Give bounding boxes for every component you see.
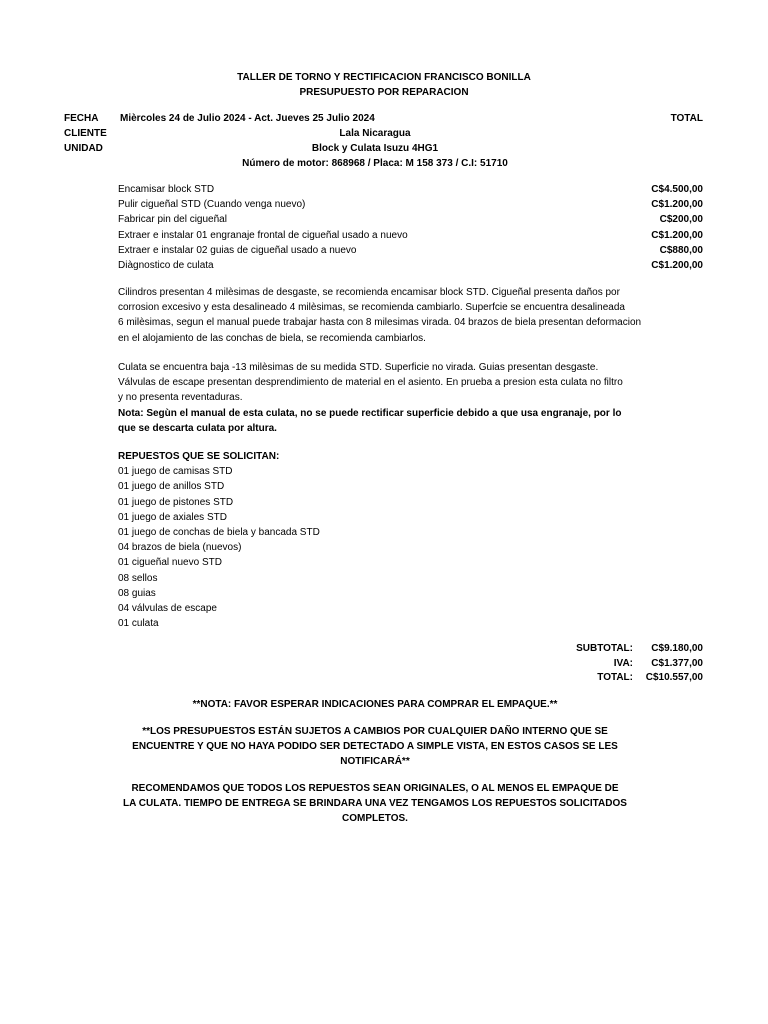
list-item: 01 cigueñal nuevo STD (118, 557, 222, 569)
parts-heading: REPUESTOS QUE SE SOLICITAN: (118, 451, 280, 462)
document-header (0, 70, 768, 100)
list-item: 01 juego de conchas de biela y bancada STD (118, 527, 320, 539)
unidad-value: Block y Culata Isuzu 4HG1 (311, 143, 439, 154)
culata-diagnosis-paragraph (118, 360, 653, 436)
paragraph-line: y no presenta reventaduras. (118, 392, 243, 404)
paragraph-line: Culata se encuentra baja -13 milèsimas de su medida STD. Superficie no virada. Guias presentan desgaste. (118, 362, 599, 373)
note-line: ENCUENTRE Y QUE NO HAYA PODIDO SER DETECTADO A SIMPLE VISTA, EN ESTOS CASOS SE LES (132, 741, 618, 753)
subtotal-value: C$9.180,00 (651, 643, 703, 654)
total-value: C$10.557,00 (645, 672, 703, 684)
disclaimer-note (110, 724, 640, 770)
list-item: 01 juego de axiales STD (118, 511, 227, 523)
note-line: **NOTA: FAVOR ESPERAR INDICACIONES PARA COMPRAR EL EMPAQUE.** (192, 699, 558, 710)
total-row (563, 670, 703, 685)
fecha-label: FECHA (64, 113, 99, 124)
line-item-description: Extraer e instalar 01 engranaje frontal de cigueñal usado a nuevo (118, 229, 408, 241)
list-item: 08 sellos (118, 572, 158, 584)
line-item-description: Extraer e instalar 02 guias de cigueñal usado a nuevo (118, 244, 357, 256)
paragraph-line: Cilindros presentan 4 milèsimas de desgaste, se recomienda encamisar block STD. Cigueñal presenta daños por (118, 287, 620, 298)
cliente-value: Lala Nicaragua (339, 128, 411, 139)
unidad-label: UNIDAD (64, 143, 103, 154)
document-subtitle: PRESUPUESTO POR REPARACION (299, 87, 469, 99)
line-item (118, 228, 703, 243)
block-diagnosis-paragraph (118, 285, 653, 346)
line-item-price: C$1.200,00 (651, 229, 703, 241)
note-line: NOTIFICARÁ** (340, 756, 410, 768)
note-line: LA CULATA. TIEMPO DE ENTREGA SE BRINDARA UNA VEZ TENGAMOS LOS REPUESTOS SOLICITADOS (123, 798, 627, 810)
line-item-price: C$1.200,00 (651, 199, 703, 211)
note-line: **LOS PRESUPUESTOS ESTÁN SUJETOS A CAMBIOS POR CUALQUIER DAÑO INTERNO QUE SE (142, 726, 608, 737)
iva-row (563, 656, 703, 671)
list-item: 08 guias (118, 587, 156, 599)
line-item-description: Fabricar pin del cigueñal (118, 214, 227, 226)
note-line: RECOMENDAMOS QUE TODOS LOS REPUESTOS SEAN ORIGINALES, O AL MENOS EL EMPAQUE DE (131, 783, 619, 794)
line-items (118, 182, 703, 273)
total-column-label: TOTAL (670, 113, 703, 124)
company-title: TALLER DE TORNO Y RECTIFICACION FRANCISCO BONILLA (237, 72, 531, 83)
note-line: COMPLETOS. (342, 813, 408, 825)
line-item (118, 182, 703, 197)
fecha-value: Mièrcoles 24 de Julio 2024 - Act. Jueves 25 Julio 2024 (120, 113, 375, 124)
list-item: 01 culata (118, 618, 159, 630)
line-item-description: Encamisar block STD (118, 184, 215, 195)
line-item (118, 243, 703, 258)
line-item-price: C$200,00 (659, 214, 703, 226)
packing-note (110, 697, 640, 712)
iva-label: IVA: (613, 657, 633, 669)
total-label: TOTAL: (597, 672, 633, 684)
culata-note-line: que se descarta culata por altura. (118, 422, 277, 434)
recommendation-note (110, 781, 640, 827)
paragraph-line: 6 milèsimas, segun el manual puede trabajar hasta con 8 milesimas virada. 04 brazos de biela presentan deformacion (118, 317, 642, 329)
paragraph-line: en el alojamiento de las conchas de biela, se recomienda cambiarlos. (118, 332, 426, 344)
line-item-price: C$4.500,00 (651, 184, 703, 195)
list-item: 04 válvulas de escape (118, 603, 217, 615)
list-item: 01 juego de anillos STD (118, 481, 225, 493)
line-item-description: Pulir cigueñal STD (Cuando venga nuevo) (118, 199, 306, 211)
line-item-price: C$1.200,00 (651, 259, 703, 271)
totals-block (563, 641, 703, 685)
cliente-label: CLIENTE (64, 128, 107, 139)
culata-note-line: Nota: Segùn el manual de esta culata, no se puede rectificar superficie debido a que usa engranaje, por lo (118, 407, 622, 419)
paragraph-line: corrosion excesivo y esta desalineado 4 milèsimas, se recomienda cambiarlo. Superfcie se encuentra desalineada (118, 302, 625, 314)
iva-value: C$1.377,00 (651, 657, 703, 669)
list-item: 04 brazos de biela (nuevos) (118, 542, 242, 554)
list-item: 01 juego de camisas STD (118, 466, 233, 478)
line-item-price: C$880,00 (659, 244, 703, 256)
list-item: 01 juego de pistones STD (118, 496, 234, 508)
line-item (118, 212, 703, 227)
parts-section (118, 449, 518, 631)
line-item (118, 197, 703, 212)
motor-value: Número de motor: 868968 / Placa: M 158 373 / C.I: 51710 (242, 158, 508, 169)
subtotal-label: SUBTOTAL: (576, 643, 633, 654)
line-item (118, 258, 703, 273)
subtotal-row (563, 641, 703, 656)
line-item-description: Diàgnostico de culata (118, 259, 214, 271)
paragraph-line: Válvulas de escape presentan desprendimiento de material en el asiento. En prueba a presion esta culata no filtro (118, 377, 623, 389)
